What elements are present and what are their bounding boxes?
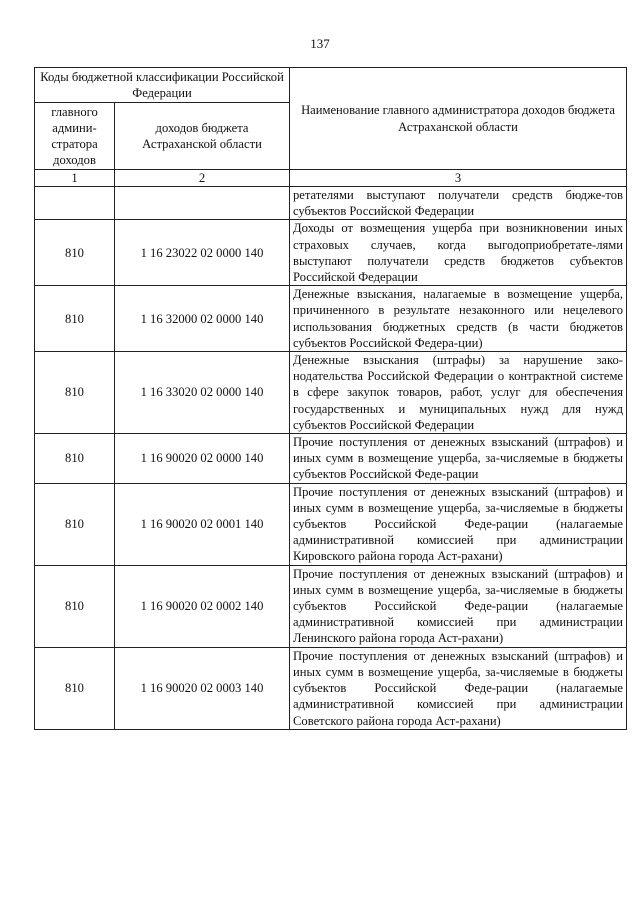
income-code: 1 16 90020 02 0001 140 [115,483,290,565]
table-row [35,352,627,434]
admin-code: 810 [35,565,115,647]
income-code: 1 16 33020 02 0000 140 [115,352,290,434]
income-code [115,187,290,220]
income-description: ретателями выступают получатели средств бюдже-тов субъектов Российской Федерации [290,187,627,220]
admin-code: 810 [35,352,115,434]
income-description: Денежные взыскания (штрафы) за нарушение зако-нодательства Российской Федерации о контрактной системе в сфере закупок товаров, работ, услуг для обеспечения государственных и муниципальных нужд для нужд субъектов Российской Федерации [290,352,627,434]
admin-code [35,187,115,220]
header-budget-codes-group: Коды бюджетной классификации Российской Федерации [35,68,290,103]
header-regional-income: доходов бюджета Астраханской области [115,103,290,170]
income-description: Прочие поступления от денежных взысканий (штрафов) и иных сумм в возмещение ущерба, за-числяемые в бюджеты субъектов Российской Феде-рации (налагаемые административной комиссией при администрации Советского района города Аст-рахани) [290,647,627,729]
income-code: 1 16 90020 02 0000 140 [115,434,290,484]
page-number: 137 [310,36,330,51]
column-number-row [35,170,627,187]
table-header [35,68,627,187]
table-row [35,565,627,647]
income-description: Денежные взыскания, налагаемые в возмещение ущерба, причиненного в результате незаконного или нецелевого использования бюджетных средств (в части бюджетов субъектов Российской Федера-ции) [290,286,627,352]
column-number: 1 [35,170,115,187]
income-code: 1 16 90020 02 0002 140 [115,565,290,647]
table-row [35,483,627,565]
admin-code: 810 [35,647,115,729]
income-description: Прочие поступления от денежных взысканий (штрафов) и иных сумм в возмещение ущерба, за-числяемые в бюджеты субъектов Российской Феде-рации (налагаемые административной комиссией при администрации Ленинского района города Аст-рахани) [290,565,627,647]
table-row [35,220,627,286]
admin-code: 810 [35,434,115,484]
admin-code: 810 [35,483,115,565]
table-row [35,434,627,484]
table-row [35,647,627,729]
income-description: Доходы от возмещения ущерба при возникновении иных страховых случаев, когда выгодоприобретате-лями выступают получатели средств бюджетов субъектов Российской Федерации [290,220,627,286]
column-number: 2 [115,170,290,187]
admin-code: 810 [35,286,115,352]
header-administrator-name: Наименование главного администратора доходов бюджета Астраханской области [290,68,627,170]
column-number: 3 [290,170,627,187]
income-code: 1 16 32000 02 0000 140 [115,286,290,352]
table-row [35,187,627,220]
budget-codes-table [34,67,627,730]
income-description: Прочие поступления от денежных взысканий (штрафов) и иных сумм в возмещение ущерба, за-числяемые в бюджеты субъектов Российской Феде-рации [290,434,627,484]
income-code: 1 16 23022 02 0000 140 [115,220,290,286]
header-main-administrator: главного админи-стратора доходов [35,103,115,170]
income-description: Прочие поступления от денежных взысканий (штрафов) и иных сумм в возмещение ущерба, за-числяемые в бюджеты субъектов Российской Феде-рации (налагаемые административной комиссией при администрации Кировского района города Аст-рахани) [290,483,627,565]
income-code: 1 16 90020 02 0003 140 [115,647,290,729]
admin-code: 810 [35,220,115,286]
table-row [35,286,627,352]
